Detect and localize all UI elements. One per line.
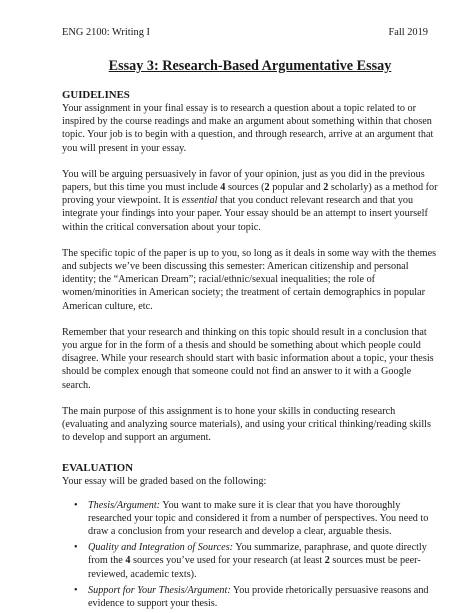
course-name: ENG 2100: Writing I — [62, 27, 150, 38]
list-item — [74, 541, 438, 581]
guidelines-heading: GUIDELINES — [62, 89, 130, 101]
guidelines-paragraph-5: The main purpose of this assignment is to hone your skills in conducting research (evaluating and analyzing source materials), and using your critical thinking/reading skills to develop and support an argument. — [62, 405, 431, 444]
criterion-label: Quality and Integration of Sources: — [88, 542, 234, 554]
list-item — [74, 499, 438, 539]
essay-title: Essay 3: Research-Based Argumentative Essay — [108, 58, 392, 74]
p2-text: You will be arguing persuasively in favor of your opinion, just as you did in the previous papers, but this time you must include — [62, 168, 425, 194]
list-item — [74, 584, 438, 610]
criterion-label: Thesis/Argument: — [88, 499, 161, 511]
source-count: 4 — [125, 555, 131, 567]
term: Fall 2019 — [388, 27, 428, 38]
evaluation-heading: EVALUATION — [62, 462, 133, 475]
criterion-text: You provide rhetorically persuasive reasons and evidence to support your thesis. — [88, 584, 429, 610]
evaluation-intro: Your essay will be graded based on the following: — [62, 476, 267, 488]
p2-text: that you conduct relevant research and that you integrate your findings into your paper. Your essay should be an attempt to insert yourself within the critical conversation about your topic. — [62, 195, 428, 233]
criterion-text: sources must be peer-reviewed, academic texts). — [88, 555, 421, 580]
document-header — [62, 26, 428, 39]
bullet-icon: • — [74, 542, 78, 554]
criterion-text: You summarize, paraphrase, and quote directly from the — [88, 542, 427, 567]
evaluation-criteria-list — [62, 499, 438, 611]
criterion-text: sources you’ve used for your research (at least — [130, 555, 325, 567]
guidelines-paragraph-3: The specific topic of the paper is up to you, so long as it deals in some way with the themes and subjects we’ve been discussing this semester: American citizenship and personal identity; the “American Dream”; racial/ethnic/sexual inequalities; the role of women/minorities in American society; the treatment of certain demographics in popular American culture, etc. — [62, 247, 437, 312]
p2-text: sources ( — [225, 182, 265, 194]
popular-count: 2 — [264, 182, 270, 194]
criterion-text: You want to make sure it is clear that you have thoroughly researched your topic and considered it from a number of perspectives. You need to draw a conclusion from your research and develop a clear, arguable thesis. — [88, 499, 429, 538]
bullet-icon: • — [74, 499, 78, 511]
scholarly-count: 2 — [323, 182, 329, 194]
peer-reviewed-count: 2 — [324, 555, 330, 567]
p2-text: popular and — [269, 182, 324, 194]
guidelines-paragraph-4: Remember that your research and thinking on this topic should result in a conclusion that you argue for in the form of a thesis and should be something about which people could disagree. While your research should start with basic information about a topic, your thesis should be complex enough that someone could not find an answer to it with a Google search. — [62, 326, 434, 391]
criterion-label: Support for Your Thesis/Argument: — [88, 584, 231, 596]
bullet-icon: • — [74, 584, 78, 596]
p2-text: scholarly) as a method for proving your viewpoint. It is — [62, 182, 438, 207]
source-count: 4 — [220, 182, 226, 194]
guidelines-paragraph-1: Your assignment in your final essay is to research a question about a topic related to or inspired by the course readings and make an argument about something within that chosen topic. Your job is to begin with a question, and through research, arrive at an argument that you will present in your essay. — [62, 103, 434, 154]
guidelines-paragraph-2 — [62, 168, 438, 234]
emphasis-essential: essential — [181, 195, 218, 207]
